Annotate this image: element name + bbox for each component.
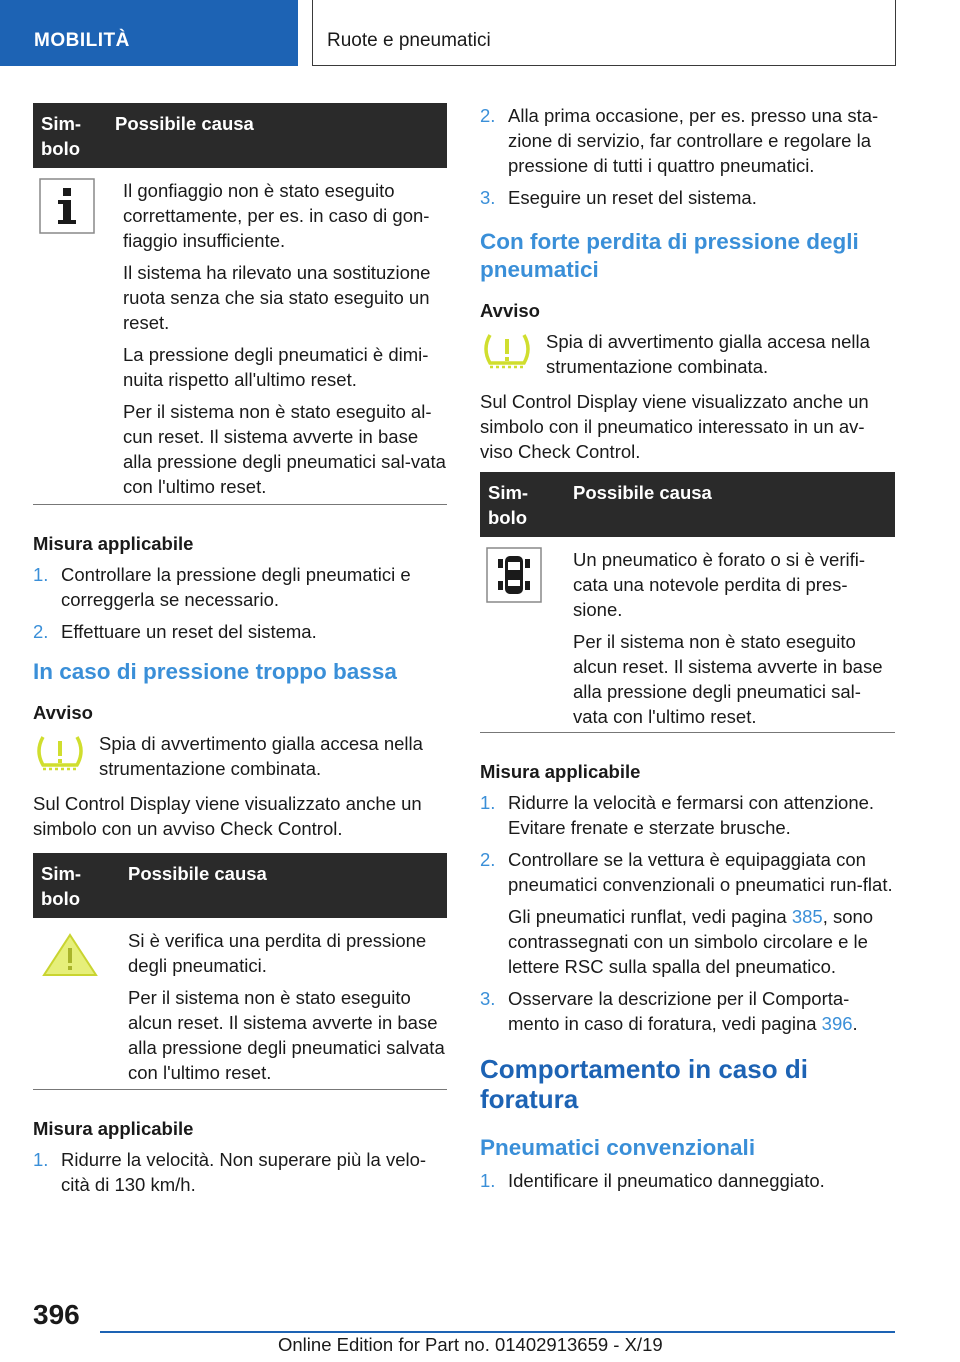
footer-divider [100,1331,895,1333]
cause-table-3 [480,472,895,733]
warning-notice [480,329,895,379]
section-heading: Pneumatici convenzionali [480,1135,756,1160]
right-column [480,103,895,1200]
cause-text: La pressione degli pneumatici è dimi-nuita rispetto all'ultimo reset. [123,344,429,390]
step-text: Controllare la pressione degli pneumatici e correggerla se necessario. [61,564,411,610]
cause-text: Per il sistema non è stato eseguito alcun reset. Il sistema avverte in base alla pressione degli pneumatici salvata con l'ultimo reset. [128,987,445,1083]
col-symbol-header: Sim- bolo [41,113,82,159]
body-text: Sul Control Display viene visualizzato anche un simbolo con un avviso Check Control. [33,793,422,839]
cause-cell [573,537,895,732]
step-text: Effettuare un reset del sistema. [61,621,317,642]
col-symbol-header: Sim- bolo [488,482,529,528]
list-item [33,619,447,644]
step-text: Ridurre la velocità e fermarsi con attenzione. Evitare frenate e sterzate brusche. [508,792,875,838]
measure-title: Misura applicabile [33,1118,194,1139]
warning-icon-cell [33,731,99,781]
section-heading: In caso di pressione troppo bassa [33,659,397,684]
list-item [480,847,895,979]
chapter-heading: Comportamento in caso di foratura [480,1054,808,1114]
measure-block-2 [33,1116,447,1197]
step-number: 2. [480,849,496,870]
note-text: , sono contrassegnati con un simbolo circolare e le lettere RSC sulla spalla del pneumatico. [508,906,874,977]
step-number: 3. [480,988,496,1009]
cause-text: Il gonfiaggio non è stato eseguito correttamente, per es. in caso di gon-fiaggio insufficiente. [123,180,430,251]
notice-title: Avviso [33,702,93,723]
list-item [33,1147,447,1197]
cause-text: Un pneumatico è forato o si è verifi-cata una notevole perdita di pres-sione. [573,549,866,620]
step-text: . [852,1013,858,1034]
step-text: Identificare il pneumatico danneggiato. [508,1170,825,1191]
warning-icon-cell [480,329,546,379]
list-item [33,562,447,612]
cause-text: Si è verifica una perdita di pressione degli pneumatici. [128,930,427,976]
left-column [33,103,447,1204]
table-row [33,918,447,1090]
puncture-section [480,1054,895,1193]
step-text: Controllare se la vettura è equipaggiata con pneumatici convenzionali o pneumatici run-flat. [508,849,893,895]
step-text: Eseguire un reset del sistema. [508,187,757,208]
cause-table-2 [33,853,447,1090]
list-item [480,1168,895,1193]
col-cause-header: Possibile causa [128,863,267,884]
step-number: 2. [33,621,49,642]
step-text: Alla prima occasione, per es. presso una sta-zione di servizio, far controllare e regolare la pressione di tutti i quattro pneumatici. [508,105,879,176]
chapter-title: Ruote e pneumatici [312,0,896,66]
section-heading: Con forte perdita di pressione degli pneumatici [480,229,859,282]
tire-pressure-warning-icon [480,329,534,373]
body-text: Sul Control Display viene visualizzato anche un simbolo con il pneumatico interessato in un av-viso Check Control. [480,391,869,462]
table-row [33,168,447,505]
step-number: 1. [33,564,49,585]
table-header [480,472,895,537]
page-link-385[interactable]: 385 [791,906,823,927]
info-icon [39,178,95,234]
measure-title: Misura applicabile [33,533,194,554]
measure-steps-continued [480,103,895,210]
car-tire-position-icon [486,547,542,603]
step-text: Ridurre la velocità. Non superare più la velo-cità di 130 km/h. [61,1149,427,1195]
notice-title: Avviso [480,300,540,321]
col-symbol-header: Sim- bolo [41,863,82,909]
low-pressure-section [33,658,447,841]
warning-text: Spia di avvertimento gialla accesa nella strumentazione combinata. [99,733,423,779]
symbol-cell [480,537,573,732]
step-number: 1. [480,792,496,813]
cause-cell [128,918,447,1089]
symbol-cell [33,168,123,504]
measure-block-1 [33,531,447,644]
cause-text: Per il sistema non è stato eseguito al-cun reset. Il sistema avverte in base alla pressione degli pneumatici sal-vata con l'ultimo reset. [123,401,446,497]
measure-title: Misura applicabile [480,761,641,782]
cause-text: Per il sistema non è stato eseguito alcun reset. Il sistema avverte in base alla pressione degli pneumatici sal-vata con l'ultimo reset. [573,631,883,727]
table-row [480,537,895,733]
list-item [480,790,895,840]
list-item [480,986,895,1036]
warning-notice [33,731,447,781]
step-number: 3. [480,187,496,208]
footer-edition: Online Edition for Part no. 01402913659 - X/19 [278,1334,663,1355]
cause-text: Il sistema ha rilevato una sostituzione ruota senza che sia stato eseguito un reset. [123,262,431,333]
measure-steps [33,562,447,644]
page-number: 396 [33,1299,80,1330]
step-text-container [508,986,895,1036]
list-item [480,103,895,178]
page-link-396[interactable]: 396 [821,1013,853,1034]
table-header [33,103,447,168]
col-cause-header: Possibile causa [573,482,712,503]
measure-steps [480,790,895,1036]
measure-steps [33,1147,447,1197]
cause-table-1 [33,103,447,505]
symbol-cell [33,918,128,1089]
step-number: 1. [33,1149,49,1170]
col-cause-header: Possibile causa [115,113,254,134]
section-tab: MOBILITÀ [0,0,298,66]
warning-text: Spia di avvertimento gialla accesa nella strumentazione combinata. [546,331,870,377]
measure-block-3 [480,759,895,1036]
step-content [508,847,895,979]
page-header [0,0,960,66]
step-text: Osservare la descrizione per il Comporta-mento in caso di foratura, vedi pagina [508,988,850,1034]
strong-loss-section [480,228,895,464]
puncture-steps [480,1168,895,1193]
table-header [33,853,447,918]
warning-triangle-icon [41,932,99,978]
step-number: 2. [480,105,496,126]
tire-pressure-warning-icon [33,731,87,775]
cause-cell [123,168,447,504]
list-item [480,185,895,210]
step-note [508,904,895,979]
note-text: Gli pneumatici runflat, vedi pagina [508,906,792,927]
step-number: 1. [480,1170,496,1191]
